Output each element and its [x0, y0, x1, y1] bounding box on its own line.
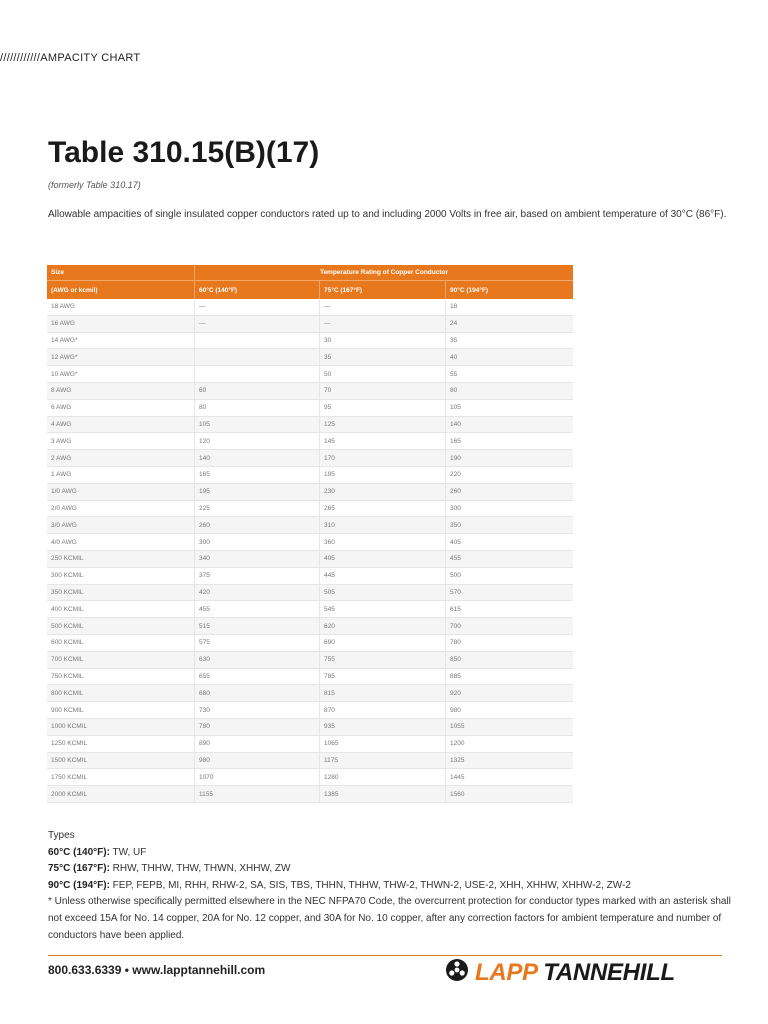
size-cell: 1000 KCMIL	[47, 718, 195, 735]
ampacity-75-cell: 195	[320, 466, 446, 483]
size-cell: 16 AWG	[47, 315, 195, 332]
ampacity-90-cell: 80	[446, 382, 574, 399]
types-90-value: FEP, FEPB, MI, RHH, RHW-2, SA, SIS, TBS, THHN, THHW, THW-2, THWN-2, USE-2, XHH, XHHW, XHHW-2, ZW-2	[109, 879, 631, 891]
table-row	[47, 517, 573, 534]
types-60-value: TW, UF	[109, 846, 147, 858]
ampacity-60-cell: 80	[195, 399, 320, 416]
ampacity-60-cell: 780	[195, 718, 320, 735]
table-row	[47, 466, 573, 483]
ampacity-75-cell: 505	[320, 584, 446, 601]
ampacity-75-cell: 125	[320, 416, 446, 433]
size-cell: 3/0 AWG	[47, 517, 195, 534]
ampacity-60-cell: 630	[195, 651, 320, 668]
table-row	[47, 634, 573, 651]
ampacity-75-cell: 690	[320, 634, 446, 651]
ampacity-60-cell: 455	[195, 601, 320, 618]
ampacity-75-cell: 170	[320, 450, 446, 467]
temperature-group-header: Temperature Rating of Copper Conductor	[195, 265, 574, 281]
size-cell: 2000 KCMIL	[47, 786, 195, 803]
ampacity-60-cell: 655	[195, 668, 320, 685]
table-row	[47, 601, 573, 618]
ampacity-75-cell: 620	[320, 618, 446, 635]
ampacity-75-cell: 785	[320, 668, 446, 685]
ampacity-75-cell: 35	[320, 349, 446, 366]
ampacity-60-cell: 105	[195, 416, 320, 433]
table-row	[47, 416, 573, 433]
types-90-label: 90°C (194°F):	[48, 879, 110, 891]
size-cell: 8 AWG	[47, 382, 195, 399]
ampacity-90-cell: 55	[446, 366, 574, 383]
ampacity-60-cell	[195, 332, 320, 349]
size-cell: 800 KCMIL	[47, 685, 195, 702]
ampacity-table	[47, 265, 573, 803]
intro-text: Allowable ampacities of single insulated copper conductors rated up to and including 2000 Volts in free air, based on ambient temperature of 30°C (86°F).	[48, 209, 727, 220]
ampacity-90-cell: 220	[446, 466, 574, 483]
ampacity-60-cell: 165	[195, 466, 320, 483]
ampacity-90-cell: 920	[446, 685, 574, 702]
table-row	[47, 618, 573, 635]
ampacity-90-cell: 165	[446, 433, 574, 450]
types-90	[48, 878, 738, 895]
ampacity-60-cell: 340	[195, 550, 320, 567]
ampacity-60-cell: —	[195, 315, 320, 332]
ampacity-75-cell: 870	[320, 702, 446, 719]
table-row	[47, 584, 573, 601]
size-cell: 1750 KCMIL	[47, 769, 195, 786]
reel-icon	[445, 958, 469, 987]
table-row	[47, 433, 573, 450]
ampacity-90-cell: 850	[446, 651, 574, 668]
ampacity-60-cell: 195	[195, 483, 320, 500]
table-row	[47, 685, 573, 702]
types-75	[48, 861, 738, 878]
size-cell: 1500 KCMIL	[47, 752, 195, 769]
ampacity-60-cell	[195, 349, 320, 366]
ampacity-60-cell: 375	[195, 567, 320, 584]
size-cell: 2 AWG	[47, 450, 195, 467]
ampacity-75-cell: 360	[320, 534, 446, 551]
ampacity-60-cell: 225	[195, 500, 320, 517]
size-header: Size	[47, 265, 195, 281]
table-row	[47, 299, 573, 315]
ampacity-60-cell: 680	[195, 685, 320, 702]
table-row	[47, 500, 573, 517]
size-cell: 18 AWG	[47, 299, 195, 315]
ampacity-60-cell: 300	[195, 534, 320, 551]
section-label: ////////////AMPACITY CHART	[0, 52, 141, 64]
ampacity-90-cell: 1200	[446, 735, 574, 752]
ampacity-75-cell: 755	[320, 651, 446, 668]
size-cell: 4/0 AWG	[47, 534, 195, 551]
company-logo	[445, 958, 675, 987]
ampacity-90-cell: 405	[446, 534, 574, 551]
ampacity-60-cell: 515	[195, 618, 320, 635]
ampacity-90-cell: 1445	[446, 769, 574, 786]
size-cell: 12 AWG*	[47, 349, 195, 366]
table-row	[47, 450, 573, 467]
ampacity-60-cell: 1070	[195, 769, 320, 786]
size-cell: 350 KCMIL	[47, 584, 195, 601]
ampacity-90-cell: 1560	[446, 786, 574, 803]
ampacity-60-cell: 1155	[195, 786, 320, 803]
table-row	[47, 550, 573, 567]
types-section	[48, 828, 738, 944]
table-row	[47, 567, 573, 584]
col-60-header: 60°C (140°F)	[195, 281, 320, 300]
table-row	[47, 315, 573, 332]
ampacity-60-cell: 890	[195, 735, 320, 752]
ampacity-90-cell: 885	[446, 668, 574, 685]
size-cell: 700 KCMIL	[47, 651, 195, 668]
ampacity-60-cell	[195, 366, 320, 383]
logo-text	[475, 959, 675, 987]
ampacity-90-cell: 1055	[446, 718, 574, 735]
ampacity-75-cell: 230	[320, 483, 446, 500]
size-cell: 400 KCMIL	[47, 601, 195, 618]
ampacity-90-cell: 350	[446, 517, 574, 534]
table-row	[47, 483, 573, 500]
size-cell: 750 KCMIL	[47, 668, 195, 685]
ampacity-75-cell: 1175	[320, 752, 446, 769]
table-row	[47, 534, 573, 551]
ampacity-60-cell: 120	[195, 433, 320, 450]
table-row	[47, 366, 573, 383]
ampacity-90-cell: 18	[446, 299, 574, 315]
size-cell: 3 AWG	[47, 433, 195, 450]
ampacity-75-cell: —	[320, 315, 446, 332]
size-cell: 1/0 AWG	[47, 483, 195, 500]
ampacity-75-cell: 95	[320, 399, 446, 416]
size-cell: 500 KCMIL	[47, 618, 195, 635]
table-row	[47, 332, 573, 349]
size-cell: 6 AWG	[47, 399, 195, 416]
ampacity-75-cell: 405	[320, 550, 446, 567]
table-row	[47, 349, 573, 366]
table-row	[47, 651, 573, 668]
ampacity-90-cell: 140	[446, 416, 574, 433]
ampacity-90-cell: 105	[446, 399, 574, 416]
ampacity-90-cell: 260	[446, 483, 574, 500]
size-cell: 14 AWG*	[47, 332, 195, 349]
ampacity-90-cell: 35	[446, 332, 574, 349]
size-cell: 600 KCMIL	[47, 634, 195, 651]
table-row	[47, 382, 573, 399]
ampacity-90-cell: 570	[446, 584, 574, 601]
ampacity-75-cell: 935	[320, 718, 446, 735]
page-subtitle: (formerly Table 310.17)	[48, 180, 141, 190]
size-cell: 1250 KCMIL	[47, 735, 195, 752]
table-row	[47, 399, 573, 416]
types-60	[48, 845, 738, 862]
ampacity-60-cell: 730	[195, 702, 320, 719]
table-row	[47, 769, 573, 786]
ampacity-75-cell: 30	[320, 332, 446, 349]
footer-contact: 800.633.6339 • www.lapptannehill.com	[48, 963, 266, 977]
ampacity-60-cell: 260	[195, 517, 320, 534]
ampacity-75-cell: 1385	[320, 786, 446, 803]
ampacity-90-cell: 980	[446, 702, 574, 719]
footer-divider	[48, 955, 722, 956]
size-cell: 900 KCMIL	[47, 702, 195, 719]
size-cell: 10 AWG*	[47, 366, 195, 383]
ampacity-90-cell: 700	[446, 618, 574, 635]
ampacity-60-cell: 575	[195, 634, 320, 651]
table-header-row	[47, 265, 573, 281]
size-cell: 1 AWG	[47, 466, 195, 483]
ampacity-90-cell: 300	[446, 500, 574, 517]
ampacity-75-cell: 545	[320, 601, 446, 618]
ampacity-60-cell: 60	[195, 382, 320, 399]
ampacity-75-cell: —	[320, 299, 446, 315]
size-cell: 250 KCMIL	[47, 550, 195, 567]
ampacity-60-cell: 420	[195, 584, 320, 601]
ampacity-60-cell: 980	[195, 752, 320, 769]
types-75-label: 75°C (167°F):	[48, 863, 110, 875]
page-title: Table 310.15(B)(17)	[48, 136, 320, 169]
ampacity-90-cell: 190	[446, 450, 574, 467]
size-cell: 300 KCMIL	[47, 567, 195, 584]
types-75-value: RHW, THHW, THW, THWN, XHHW, ZW	[109, 863, 291, 875]
size-cell: 4 AWG	[47, 416, 195, 433]
ampacity-60-cell: —	[195, 299, 320, 315]
ampacity-90-cell: 615	[446, 601, 574, 618]
col-90-header: 90°C (194°F)	[446, 281, 574, 300]
types-note: * Unless otherwise specifically permitted elsewhere in the NEC NFPA70 Code, the overcurrent protection for conductor types marked with an asterisk shall not exceed 15A for No. 14 copper, 20A for No. 12 copper, and 30A for No. 10 copper, after any correction factors for ambient temperature and number of conductors have been applied.	[48, 896, 731, 941]
logo-word-tannehill: TANNEHILL	[543, 958, 675, 986]
ampacity-75-cell: 265	[320, 500, 446, 517]
ampacity-75-cell: 445	[320, 567, 446, 584]
size-unit-header: (AWG or kcmil)	[47, 281, 195, 300]
ampacity-75-cell: 310	[320, 517, 446, 534]
logo-word-lapp: LAPP	[475, 958, 537, 986]
types-60-label: 60°C (140°F):	[48, 846, 110, 858]
ampacity-90-cell: 455	[446, 550, 574, 567]
ampacity-75-cell: 815	[320, 685, 446, 702]
table-row	[47, 735, 573, 752]
table-row	[47, 752, 573, 769]
ampacity-90-cell: 24	[446, 315, 574, 332]
ampacity-75-cell: 1280	[320, 769, 446, 786]
size-cell: 2/0 AWG	[47, 500, 195, 517]
ampacity-75-cell: 50	[320, 366, 446, 383]
table-row	[47, 718, 573, 735]
ampacity-90-cell: 500	[446, 567, 574, 584]
ampacity-75-cell: 1065	[320, 735, 446, 752]
col-75-header: 75°C (167°F)	[320, 281, 446, 300]
types-heading: Types	[48, 830, 75, 841]
ampacity-75-cell: 145	[320, 433, 446, 450]
table-row	[47, 786, 573, 803]
ampacity-60-cell: 140	[195, 450, 320, 467]
ampacity-75-cell: 70	[320, 382, 446, 399]
table-row	[47, 702, 573, 719]
table-subheader-row	[47, 281, 573, 300]
ampacity-90-cell: 780	[446, 634, 574, 651]
ampacity-90-cell: 40	[446, 349, 574, 366]
table-row	[47, 668, 573, 685]
ampacity-90-cell: 1325	[446, 752, 574, 769]
table-body	[47, 299, 573, 802]
